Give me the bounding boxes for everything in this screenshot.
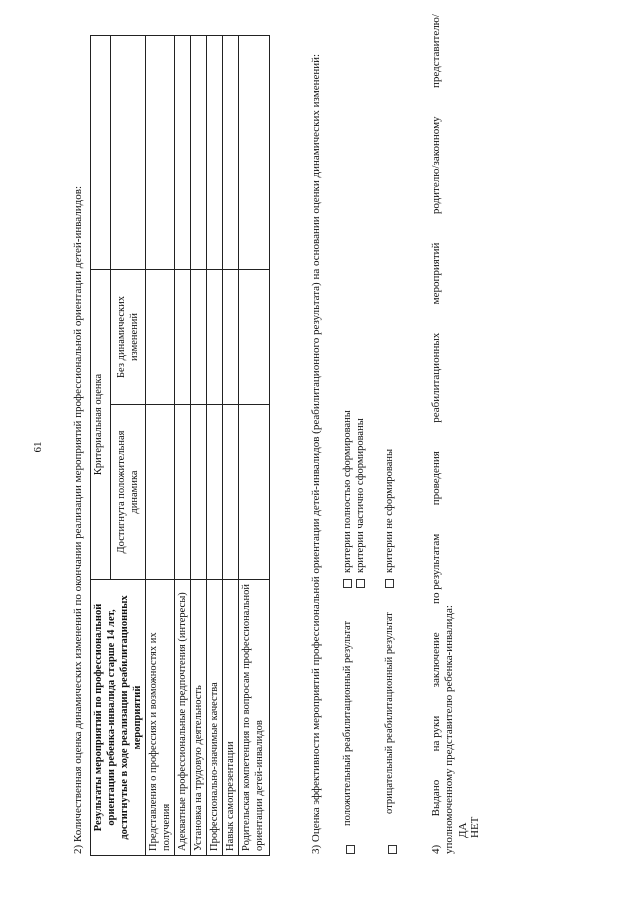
checkbox-icon	[388, 845, 397, 854]
answer-yes[interactable]: ДА	[457, 822, 469, 838]
rotated-page	[32, 14, 612, 878]
table-header-criteria: Критериальная оценка	[91, 269, 111, 579]
section-3-text: 3) Оценка эффективности мероприятий профессиональной ориентации детей-инвалидов (реабилитационного результата) на основании оценки динамических изменений:	[310, 53, 322, 854]
table-header-results: Результаты мероприятий по профессиональной ориентации ребенка-инвалида старше 14 лет, достигнутые в ходе реализации реабилитационных мероприятий	[91, 580, 146, 856]
section-4	[430, 14, 456, 854]
row-label: Адекватные профессиональные предпочтения (интересы)	[175, 580, 191, 856]
table-cell	[239, 269, 270, 404]
table-row	[146, 35, 175, 855]
table-cell	[175, 35, 191, 269]
criteria-partial-label: критерии частично сформированы	[355, 418, 366, 573]
table-cell	[239, 35, 270, 269]
table-header-no-changes: Без динамических изменений	[110, 269, 145, 404]
table-row	[239, 35, 270, 855]
table-cell	[239, 405, 270, 580]
checkbox-icon	[343, 579, 352, 588]
criteria-none-label: критерии не сформированы	[384, 448, 395, 573]
table-header-empty	[110, 35, 145, 269]
row-label: Родительская компетенция по вопросам профессиональной ориентации детей-инвалидов	[239, 580, 270, 856]
criteria-table	[90, 35, 270, 856]
table-cell	[207, 269, 223, 404]
table-cell	[175, 269, 191, 404]
table-cell	[223, 405, 239, 580]
section-4-word: Выдано	[430, 779, 442, 817]
checkbox-icon	[385, 579, 394, 588]
table-row	[191, 35, 207, 855]
table-cell	[146, 269, 175, 404]
table-cell	[207, 405, 223, 580]
table-row	[175, 35, 191, 855]
checkbox-icon	[356, 579, 365, 588]
positive-result-label: положительный реабилитационный результат	[342, 620, 353, 826]
section-4-word: родителю/законному	[430, 116, 442, 215]
section-4-line-2: уполномоченному представителю ребенка-инвалида:	[443, 605, 455, 854]
row-label: Навык самопрезентации	[223, 580, 239, 856]
criteria-full-option[interactable]	[341, 410, 354, 588]
table-cell	[223, 269, 239, 404]
criteria-full-label: критерии полностью сформированы	[342, 410, 353, 573]
criteria-partial-option[interactable]	[354, 418, 367, 588]
table-row	[223, 35, 239, 855]
section-4-word: реабилитационных	[430, 332, 442, 423]
table-cell	[191, 405, 207, 580]
negative-result-checkbox[interactable]	[386, 839, 399, 854]
section-4-word: проведения	[430, 451, 442, 506]
criteria-none-option[interactable]	[383, 449, 396, 588]
positive-result-checkbox[interactable]	[344, 839, 357, 854]
table-header-positive-dynamics: Достигнута положительная динамика	[110, 405, 145, 580]
table-cell	[223, 35, 239, 269]
section-4-line-1	[430, 14, 443, 854]
row-label: Представления о профессиях и возможностях их получения	[146, 580, 175, 856]
negative-result-label: отрицательный реабилитационный результат	[384, 612, 395, 814]
table-cell	[146, 405, 175, 580]
table-cell	[191, 269, 207, 404]
section-4-word: заключение	[430, 632, 442, 688]
section-4-word: на руки	[430, 715, 442, 752]
section-4-word: 4)	[430, 844, 442, 854]
row-label: Профессионально-значимые качества	[207, 580, 223, 856]
checkbox-icon	[346, 845, 355, 854]
page-number: 61	[32, 441, 44, 453]
table-cell	[175, 405, 191, 580]
section-2-heading: 2) Количественная оценка динамических изменений по окончании реализации мероприятий профессиональной ориентации детей-инвалидов:	[72, 185, 84, 854]
table-header-empty	[91, 35, 111, 269]
section-4-word: представителю/	[430, 14, 442, 88]
row-label: Установка на трудовую деятельность	[191, 580, 207, 856]
table-cell	[146, 35, 175, 269]
section-4-word: мероприятий	[430, 242, 442, 305]
table-cell	[191, 35, 207, 269]
table-cell	[207, 35, 223, 269]
section-4-word: по результатам	[430, 533, 442, 604]
table-row	[207, 35, 223, 855]
answer-no[interactable]: НЕТ	[469, 816, 481, 838]
